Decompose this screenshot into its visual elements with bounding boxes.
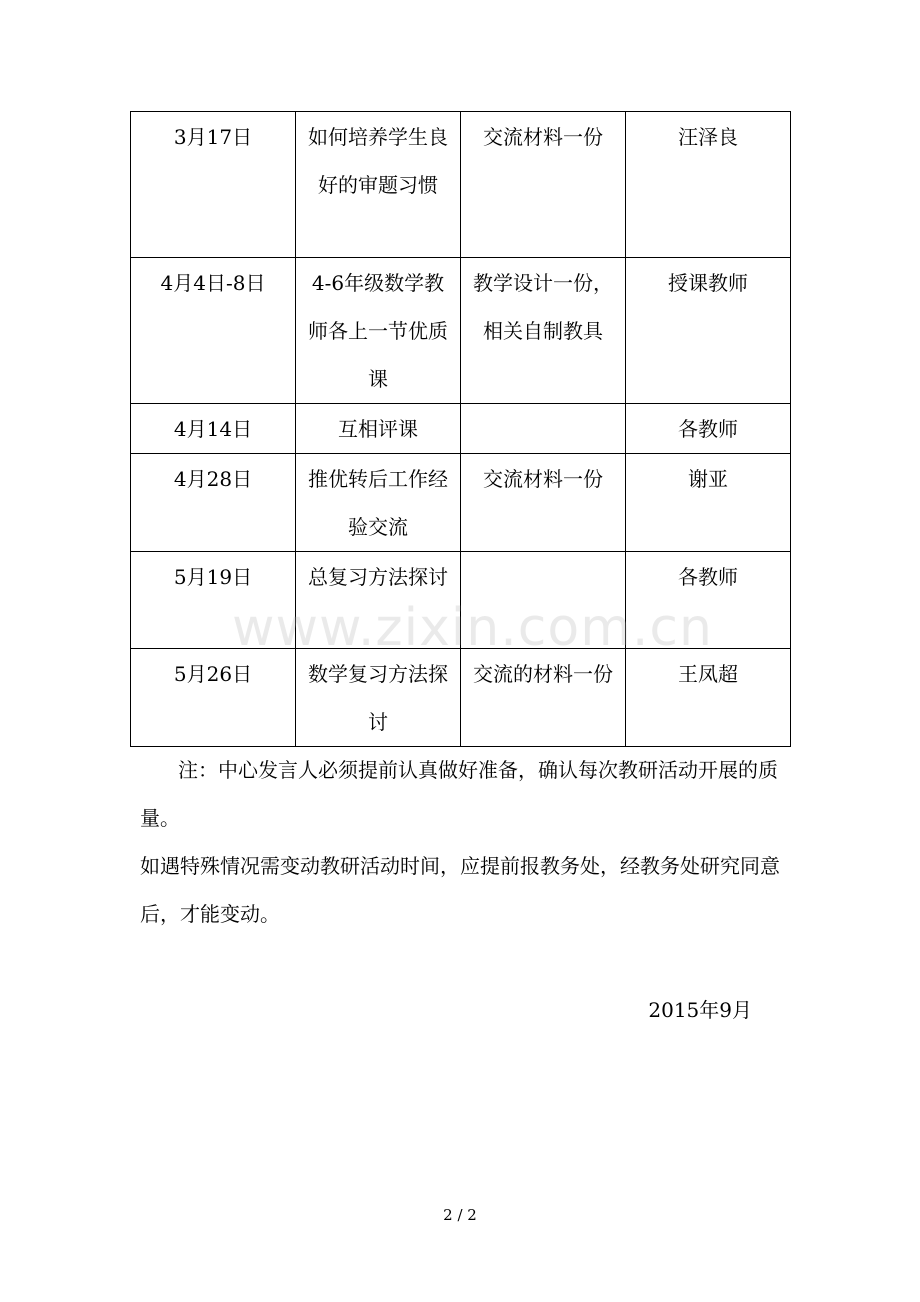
date-cell: 4月28日	[131, 454, 296, 552]
date-cell: 3月17日	[131, 112, 296, 258]
topic-cell: 总复习方法探讨	[296, 552, 461, 649]
topic-cell: 如何培养学生良好的审题习惯	[296, 112, 461, 258]
topic-cell: 4-6年级数学教师各上一节优质课	[296, 258, 461, 404]
date-cell: 4月4日-8日	[131, 258, 296, 404]
table-row	[131, 649, 791, 747]
speaker-cell: 汪泽良	[626, 112, 791, 258]
speaker-cell: 授课教师	[626, 258, 791, 404]
speaker-cell: 谢亚	[626, 454, 791, 552]
table-row	[131, 552, 791, 649]
topic-cell: 数学复习方法探讨	[296, 649, 461, 747]
materials-cell: 交流材料一份	[461, 112, 626, 258]
note-paragraph-schedule-change: 如遇特殊情况需变动教研活动时间，应提前报教务处，经教务处研究同意后，才能变动。	[140, 854, 780, 926]
speaker-cell: 王凤超	[626, 649, 791, 747]
topic-cell: 互相评课	[296, 404, 461, 454]
page-number: 2 / 2	[443, 1206, 477, 1224]
materials-cell: 交流的材料一份	[461, 649, 626, 747]
date-cell: 5月26日	[131, 649, 296, 747]
materials-cell: 交流材料一份	[461, 454, 626, 552]
activity-schedule-table	[130, 111, 791, 747]
materials-cell	[461, 552, 626, 649]
watermark: www.zixin.com.cn	[232, 598, 713, 658]
topic-cell: 推优转后工作经验交流	[296, 454, 461, 552]
table-row	[131, 258, 791, 404]
note-paragraph-preparation: 注：中心发言人必须提前认真做好准备，确认每次教研活动开展的质量。	[140, 758, 778, 830]
table-row	[131, 112, 791, 258]
materials-cell: 教学设计一份，相关自制教具	[461, 258, 626, 404]
date-cell: 5月19日	[131, 552, 296, 649]
date-cell: 4月14日	[131, 404, 296, 454]
signature-date: 2015年9月	[648, 998, 752, 1022]
speaker-cell: 各教师	[626, 552, 791, 649]
table-row	[131, 404, 791, 454]
speaker-cell: 各教师	[626, 404, 791, 454]
table-row	[131, 454, 791, 552]
materials-cell	[461, 404, 626, 454]
